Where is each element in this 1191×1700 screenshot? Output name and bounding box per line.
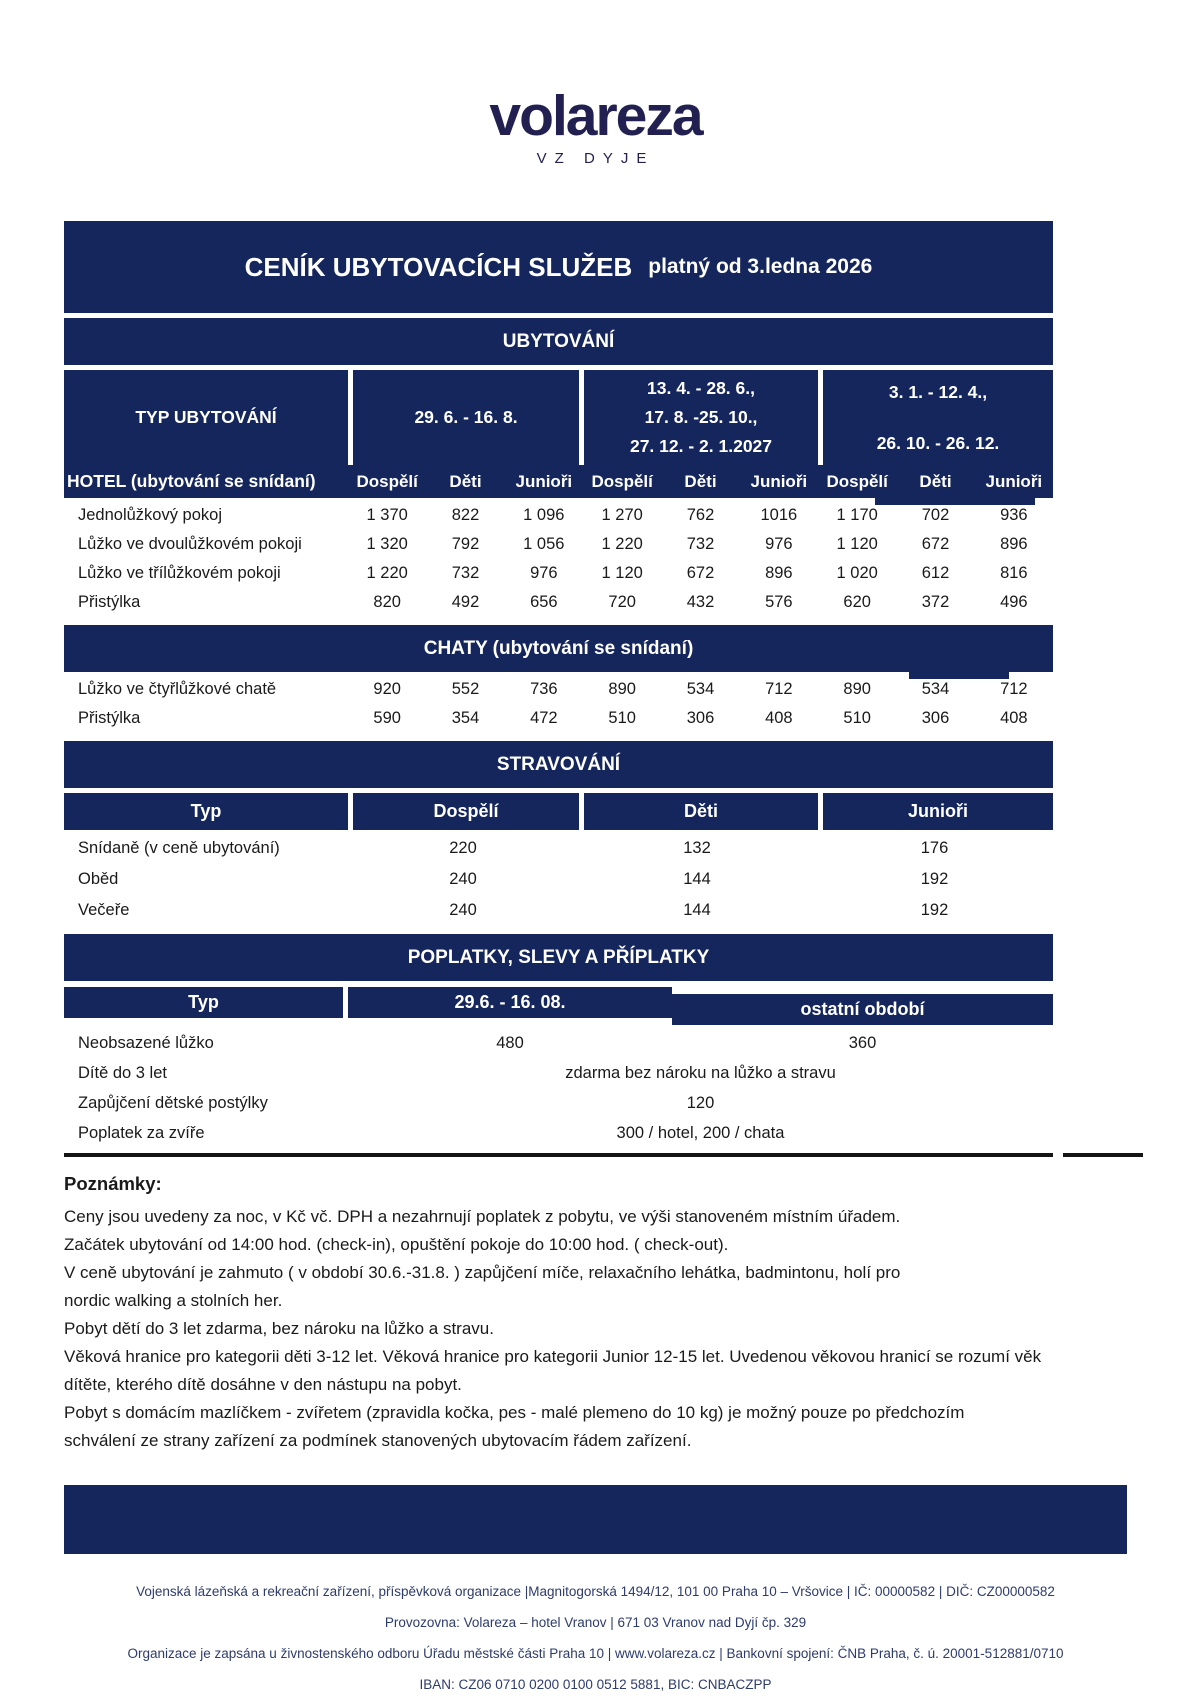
- column-header: Dospělí: [591, 471, 653, 491]
- value-cell: 936: [1000, 506, 1028, 524]
- logo-subtitle: VZ DYJE: [536, 150, 655, 167]
- value-cell: 1016: [760, 506, 798, 524]
- row-label: Přistýlka: [78, 709, 141, 727]
- table-row: [64, 704, 1053, 733]
- value-cell: 1 170: [836, 506, 878, 524]
- value-cell: 510: [843, 709, 871, 727]
- value-cell: 372: [921, 593, 950, 611]
- footer-bar: [64, 1485, 1127, 1554]
- row-label: Neobsazené lůžko: [78, 1033, 214, 1052]
- row-label: Večeře: [78, 901, 130, 919]
- value-cell: 1 270: [601, 506, 643, 524]
- value-cell: 552: [451, 680, 480, 698]
- footer-line: Vojenská lázeňská a rekreační zařízení, příspěvková organizace |Magnitogorská 1494/12, 101 00 Praha 10 – Vršovice | IČ: 00000582 | DIČ: CZ00000582: [136, 1584, 1055, 1599]
- value-cell: 144: [683, 870, 711, 888]
- value-cell: 920: [373, 680, 401, 698]
- chaty-rows: [64, 672, 1053, 736]
- value-cell: 176: [920, 839, 949, 857]
- value-cell: 732: [451, 564, 480, 582]
- hotel-header-row: [64, 465, 1053, 498]
- type-header-cell: TYP UBYTOVÁNÍ: [64, 370, 348, 465]
- value-cell: 472: [530, 709, 558, 727]
- value-cell: zdarma bez nároku na lůžko a stravu: [565, 1063, 836, 1082]
- column-header: Junioři: [985, 471, 1043, 491]
- row-label: Dítě do 3 let: [78, 1063, 167, 1082]
- value-cell: 240: [449, 901, 477, 919]
- value-cell: 240: [449, 870, 477, 888]
- column-header: Junioři: [515, 471, 573, 491]
- value-cell: 1 120: [601, 564, 643, 582]
- column-header: Dospělí: [353, 793, 579, 830]
- value-cell: 816: [1000, 564, 1028, 582]
- value-cell: 896: [1000, 535, 1028, 553]
- value-cell: 762: [686, 506, 715, 524]
- value-cell: 976: [765, 535, 793, 553]
- value-cell: 1 220: [601, 535, 643, 553]
- note-line: schválení ze strany zařízení za podmínek stanovených ubytovacím řádem zařízení.: [64, 1431, 692, 1450]
- section-banner-ubytovani: UBYTOVÁNÍ: [64, 318, 1053, 365]
- fees-header-row: [64, 987, 1053, 1025]
- row-label: Lůžko ve dvoulůžkovém pokoji: [78, 535, 302, 553]
- period-line: 27. 12. - 2. 1.2027: [629, 436, 773, 456]
- table-row: [64, 895, 1053, 926]
- value-cell: 712: [765, 680, 793, 698]
- column-header: Děti: [449, 471, 482, 491]
- logo: [0, 0, 1191, 167]
- value-cell: 720: [608, 593, 636, 611]
- value-cell: 736: [530, 680, 558, 698]
- note-line: Ceny jsou uvedeny za noc, v Kč vč. DPH a nezahrnují poplatek z pobytu, ve výši stanoveném místním úřadem.: [64, 1207, 901, 1226]
- value-cell: 510: [608, 709, 636, 727]
- column-header: Typ: [64, 987, 348, 1018]
- notes-section: [64, 1173, 1144, 1455]
- period-line: 3. 1. - 12. 4.,: [888, 381, 988, 402]
- value-cell: 976: [530, 564, 558, 582]
- value-cell: 1 096: [523, 506, 565, 524]
- value-cell: 1 120: [836, 535, 878, 553]
- row-label: Poplatek za zvíře: [78, 1123, 205, 1142]
- value-cell: 300 / hotel, 200 / chata: [616, 1123, 785, 1142]
- table-row: [64, 559, 1053, 588]
- value-cell: 354: [451, 709, 480, 727]
- value-cell: 672: [686, 564, 715, 582]
- column-header: Dospělí: [356, 471, 418, 491]
- period-header-row: [64, 370, 1053, 465]
- hotel-rows: [64, 498, 1053, 620]
- value-cell: 192: [920, 901, 949, 919]
- value-cell: 480: [496, 1033, 524, 1052]
- period-cell: [584, 370, 818, 465]
- value-cell: 408: [1000, 709, 1028, 727]
- value-cell: 496: [1000, 593, 1028, 611]
- value-cell: 890: [608, 680, 636, 698]
- value-cell: 492: [451, 593, 480, 611]
- table-row: [64, 864, 1053, 895]
- row-label: Lůžko ve třílůžkovém pokoji: [78, 564, 281, 582]
- footer-line: Organizace je zapsána u živnostenského odboru Úřadu městské části Praha 10 | www.volareza.cz | Bankovní spojení: ČNB Praha, č. ú. 20001-512881/0710: [127, 1646, 1064, 1661]
- footer-line: IBAN: CZ06 0710 0200 0100 0512 5881, BIC: CNBACZPP: [419, 1677, 772, 1692]
- value-cell: 620: [843, 593, 871, 611]
- value-cell: 590: [373, 709, 401, 727]
- note-line: Začátek ubytování od 14:00 hod. (check-in), opuštění pokoje do 10:00 hod. ( check-out).: [64, 1235, 729, 1254]
- value-cell: 822: [451, 506, 480, 524]
- price-list: [64, 221, 1053, 1157]
- period-line: 26. 10. - 26. 12.: [876, 432, 1000, 453]
- column-header: Junioři: [823, 793, 1053, 830]
- notes-heading: Poznámky:: [64, 1173, 162, 1194]
- value-cell: 306: [686, 709, 715, 727]
- value-cell: 1 370: [366, 506, 408, 524]
- hotel-section-label: HOTEL (ubytování se snídaní): [67, 471, 316, 491]
- section-banner-poplatky: POPLATKY, SLEVY A PŘÍPLATKY: [64, 934, 1053, 981]
- row-label: Lůžko ve čtyřlůžkové chatě: [78, 680, 277, 698]
- value-cell: 890: [843, 680, 871, 698]
- value-cell: 672: [921, 535, 950, 553]
- value-cell: 132: [683, 839, 711, 857]
- column-header: Děti: [919, 471, 952, 491]
- value-cell: 306: [921, 709, 950, 727]
- period-line: 13. 4. - 28. 6.,: [647, 378, 755, 398]
- note-line: dítěte, kterého dítě dosáhne v den nástupu na pobyt.: [64, 1375, 462, 1394]
- row-label: Oběd: [78, 870, 119, 888]
- value-cell: 1 220: [366, 564, 408, 582]
- value-cell: 120: [686, 1093, 715, 1112]
- period-line: 29. 6. - 16. 8.: [414, 407, 518, 427]
- table-row: [64, 588, 1053, 617]
- value-cell: 144: [683, 901, 711, 919]
- value-cell: 656: [530, 593, 558, 611]
- fees-rows: [64, 1025, 1053, 1151]
- value-cell: 702: [921, 506, 950, 524]
- value-cell: 792: [451, 535, 480, 553]
- value-cell: 712: [1000, 680, 1028, 698]
- footer: [0, 1576, 1191, 1700]
- title-bar: [64, 221, 1053, 313]
- row-label: Zapůjčení dětské postýlky: [78, 1093, 268, 1112]
- fees-table: [64, 987, 1053, 1157]
- table-row: [64, 530, 1053, 559]
- value-cell: 1 056: [523, 535, 565, 553]
- section-banner-chaty: CHATY (ubytování se snídaní): [64, 625, 1053, 672]
- column-header: Děti: [584, 793, 818, 830]
- value-cell: 432: [686, 593, 715, 611]
- row-label: Přistýlka: [78, 593, 141, 611]
- row-label: Snídaně (v ceně ubytování): [78, 839, 280, 857]
- footer-lines: [0, 1576, 1191, 1700]
- page-title: CENÍK UBYTOVACÍCH SLUŽEB: [244, 251, 633, 282]
- value-cell: 192: [920, 870, 949, 888]
- value-cell: 820: [373, 593, 401, 611]
- note-line: Pobyt dětí do 3 let zdarma, bez nároku na lůžko a stravu.: [64, 1319, 494, 1338]
- value-cell: 576: [765, 593, 793, 611]
- note-line: V ceně ubytování je zahmuto ( v období 30.6.-31.8. ) zapůjčení míče, relaxačního lehátka, badmintonu, holí pro: [64, 1263, 901, 1282]
- table-row: [64, 1118, 1053, 1148]
- table-row: [64, 675, 1053, 704]
- value-cell: 534: [921, 680, 950, 698]
- row-label: Jednolůžkový pokoj: [78, 506, 223, 524]
- column-header: Děti: [684, 471, 717, 491]
- logo-wordmark: volareza: [489, 84, 702, 148]
- footer-line: Provozovna: Volareza – hotel Vranov | 671 03 Vranov nad Dyjí čp. 329: [384, 1615, 807, 1630]
- table-row: [64, 1028, 1053, 1058]
- dining-header-row: [64, 793, 1053, 830]
- value-cell: 408: [765, 709, 793, 727]
- column-header: Typ: [64, 793, 348, 830]
- table-row: [64, 833, 1053, 864]
- period-cell: [353, 370, 579, 465]
- period-cell: [823, 370, 1053, 465]
- table-row: [64, 501, 1053, 530]
- table-row: [64, 1088, 1053, 1118]
- value-cell: 896: [765, 564, 793, 582]
- note-line: Pobyt s domácím mazlíčkem - zvířetem (zpravidla kočka, pes - malé plemeno do 10 kg) je možný pouze po předchozím: [64, 1403, 965, 1422]
- note-line: nordic walking a stolních her.: [64, 1291, 283, 1310]
- period-line: 17. 8. -25. 10.,: [644, 407, 758, 427]
- value-cell: 612: [921, 564, 950, 582]
- title-validity: platný od 3.ledna 2026: [648, 255, 873, 278]
- value-cell: 1 320: [366, 535, 408, 553]
- notes-lines: [64, 1203, 1144, 1455]
- dining-rows: [64, 830, 1053, 929]
- column-header: Dospělí: [826, 471, 888, 491]
- note-line: Věková hranice pro kategorii děti 3-12 let. Věková hranice pro kategorii Junior 12-15 let. Uvedenou věkovou hranicí se rozumí věk: [64, 1347, 1042, 1366]
- value-cell: 732: [686, 535, 715, 553]
- column-header: ostatní období: [672, 994, 1053, 1025]
- value-cell: 534: [686, 680, 715, 698]
- column-header: Junioři: [750, 471, 808, 491]
- value-cell: 1 020: [836, 564, 878, 582]
- value-cell: 220: [449, 839, 477, 857]
- section-banner-stravovani: STRAVOVÁNÍ: [64, 741, 1053, 788]
- table-row: [64, 1058, 1053, 1088]
- value-cell: 360: [848, 1033, 877, 1052]
- column-header: 29.6. - 16. 08.: [348, 987, 672, 1018]
